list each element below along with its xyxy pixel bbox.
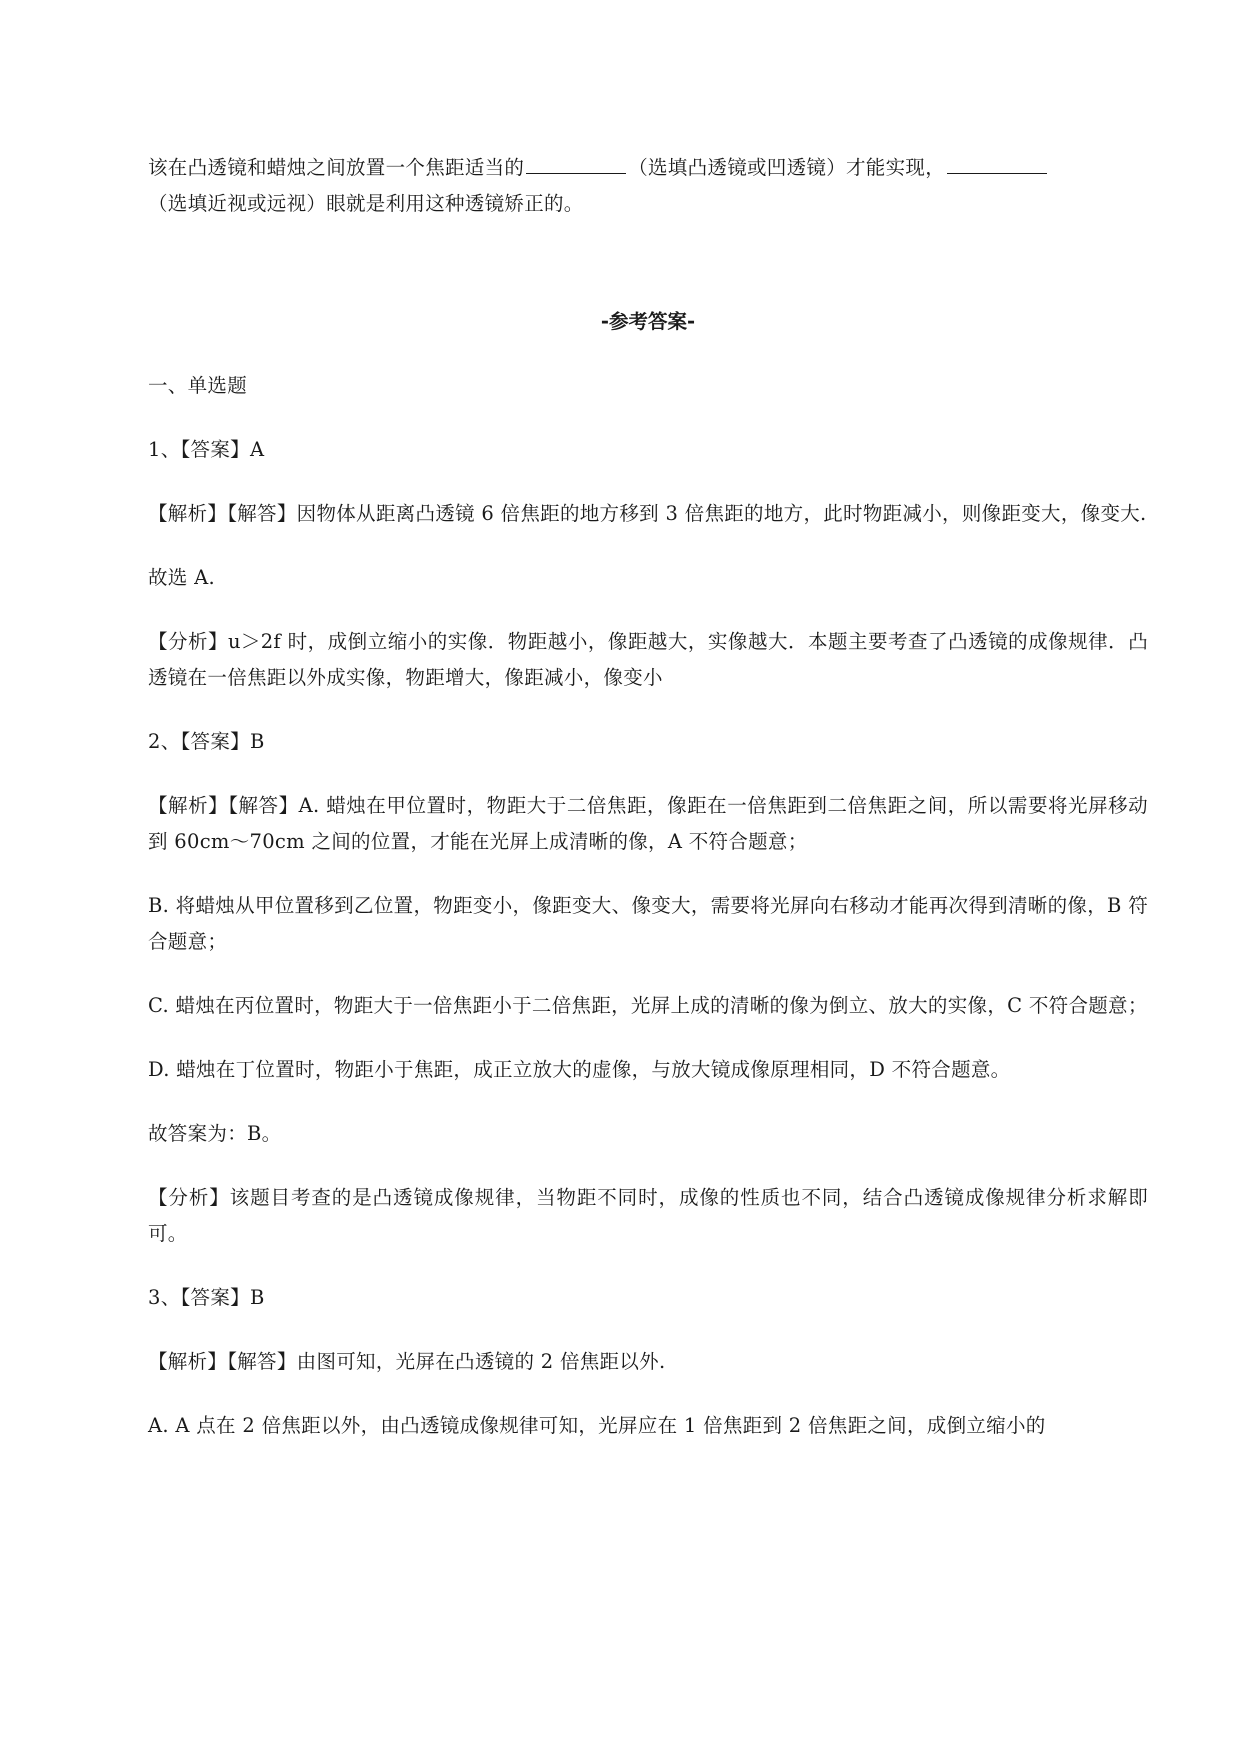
intro-paragraph	[148, 150, 1148, 222]
q2-option-b: B. 将蜡烛从甲位置移到乙位置，物距变小，像距变大、像变大，需要将光屏向右移动才能再次得到清晰的像，B 符合题意；	[148, 894, 1148, 953]
q2-answer: 2、【答案】B	[148, 730, 265, 753]
q1-answer: 1、【答案】A	[148, 438, 265, 461]
intro-text-3: （选填近视或远视）眼就是利用这种透镜矫正的。	[148, 192, 584, 215]
answer-blank-1[interactable]	[526, 151, 626, 174]
intro-text-2: （选填凸透镜或凹透镜）才能实现，	[628, 156, 946, 179]
q2-analysis-a: 【解析】【解答】A. 蜡烛在甲位置时，物距大于二倍焦距，像距在一倍焦距到二倍焦距之间，所以需要将光屏移动到 60cm～70cm 之间的位置，才能在光屏上成清晰的像，A 不符合题意；	[148, 794, 1148, 853]
q3-analysis: 【解析】【解答】由图可知，光屏在凸透镜的 2 倍焦距以外.	[148, 1350, 666, 1373]
document-content	[148, 150, 1148, 1444]
q2-choice: 故答案为：B。	[148, 1122, 282, 1145]
q1-note: 【分析】u＞2f 时，成倒立缩小的实像．物距越小，像距越大，实像越大．本题主要考查了凸透镜的成像规律．凸透镜在一倍焦距以外成实像，物距增大，像距减小，像变小	[148, 630, 1148, 689]
answer-blank-2[interactable]	[947, 151, 1047, 174]
intro-text-1: 该在凸透镜和蜡烛之间放置一个焦距适当的	[148, 156, 525, 179]
q2-note: 【分析】该题目考查的是凸透镜成像规律，当物距不同时，成像的性质也不同，结合凸透镜成像规律分析求解即可。	[148, 1186, 1148, 1245]
q1-analysis: 【解析】【解答】因物体从距离凸透镜 6 倍焦距的地方移到 3 倍焦距的地方，此时物距减小，则像距变大，像变大.	[148, 502, 1147, 525]
q3-answer: 3、【答案】B	[148, 1286, 265, 1309]
q2-option-c: C. 蜡烛在丙位置时，物距大于一倍焦距小于二倍焦距，光屏上成的清晰的像为倒立、放大的实像，C 不符合题意；	[148, 994, 1148, 1017]
q2-option-d: D. 蜡烛在丁位置时，物距小于焦距，成正立放大的虚像，与放大镜成像原理相同，D 不符合题意。	[148, 1058, 1011, 1081]
q3-option-a: A. A 点在 2 倍焦距以外，由凸透镜成像规律可知，光屏应在 1 倍焦距到 2 倍焦距之间，成倒立缩小的	[148, 1414, 1046, 1437]
q1-choice: 故选 A.	[148, 566, 215, 589]
answers-title: -参考答案-	[600, 310, 696, 333]
section-heading: 一、单选题	[148, 374, 248, 397]
